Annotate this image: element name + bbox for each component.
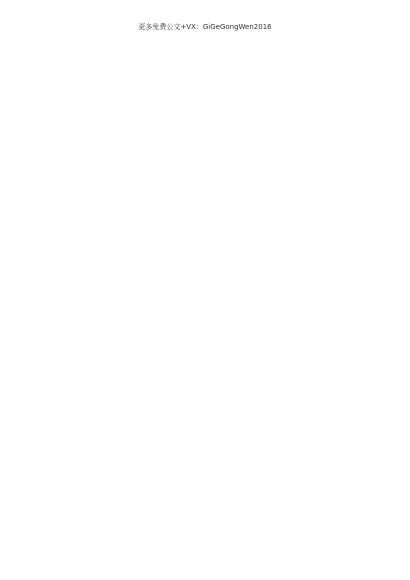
- paragraph: [36, 352, 374, 562]
- header-watermark-text: 更多免费公文+VX：GiGeGongWen2016: [138, 23, 272, 31]
- section-heading: [36, 300, 374, 346]
- paragraph: [36, 186, 374, 306]
